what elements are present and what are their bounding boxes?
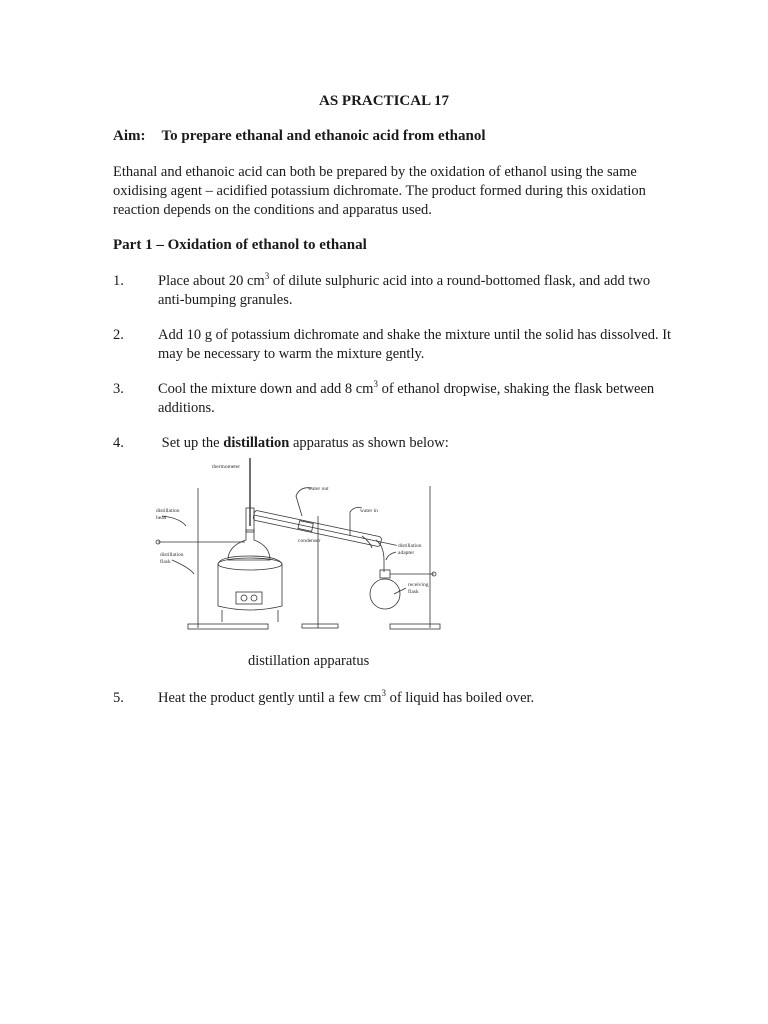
step-text (158, 272, 673, 310)
step-2 (113, 326, 673, 364)
step-number: 3. (113, 381, 124, 397)
label-distillation-head-line2: head (156, 515, 167, 521)
step-number: 4. (113, 435, 124, 451)
superscript: 3 (264, 271, 270, 281)
step-5 (113, 689, 673, 708)
step-1 (113, 272, 673, 310)
step-text-part: of liquid has boiled over. (385, 690, 535, 706)
step-text (158, 380, 673, 418)
label-receiving-flask-line2: flask (408, 589, 419, 595)
step-number: 1. (113, 273, 124, 289)
page-title: AS PRACTICAL 17 (318, 93, 450, 109)
aim-text: To prepare ethanal and ethanoic acid from ethanol (161, 128, 486, 144)
step-text-part: Cool the mixture down and add 8 cm (158, 381, 374, 397)
intro-paragraph: Ethanal and ethanoic acid can both be prepared by the oxidation of ethanol using the same oxidising agent – acidified potassium dichromate. The product formed during this oxidation reaction depends on the conditions and apparatus used. (113, 164, 646, 218)
label-water-in: water in (360, 508, 378, 514)
label-distillation-flask-line1: distillation (160, 552, 184, 558)
step-number: 2. (113, 327, 124, 343)
step-number: 5. (113, 690, 124, 706)
superscript: 3 (381, 688, 386, 698)
step-text-part: Set up the (158, 435, 224, 451)
step-text-part: of ethanol dropwise, shaking the flask between additions. (158, 381, 655, 416)
bold-term: distillation (223, 435, 290, 451)
step-text-part: of dilute sulphuric acid into a round-bottomed flask, and add two anti-bumping granules. (158, 273, 651, 308)
label-distillation-flask-line2: flask (160, 559, 171, 565)
superscript: 3 (373, 379, 378, 389)
aim-line (113, 128, 486, 145)
step-text-part: Heat the product gently until a few cm (158, 690, 382, 706)
label-thermometer: thermometer (212, 464, 241, 470)
aim-label: Aim: (113, 128, 146, 144)
label-condenser: condenser (298, 538, 321, 544)
step-4 (113, 434, 673, 453)
step-text (158, 434, 673, 453)
step-text-part: Place about 20 cm (158, 273, 265, 289)
step-text-part: apparatus as shown below: (289, 435, 449, 451)
label-distillation-adapter-line2: adapter (398, 550, 415, 556)
label-receiving-flask-line1: receiving (408, 582, 429, 588)
step-text: Add 10 g of potassium dichromate and shake the mixture until the solid has dissolved. It may be necessary to warm the mixture gently. (158, 327, 672, 362)
part1-heading: Part 1 – Oxidation of ethanol to ethanal (113, 237, 367, 253)
label-distillation-head-line1: distillation (156, 508, 180, 514)
label-water-out: water out (308, 486, 329, 492)
distillation-apparatus-diagram (150, 456, 450, 642)
step-text (158, 689, 673, 708)
label-distillation-adapter-line1: distillation (398, 543, 422, 549)
step-3 (113, 380, 673, 418)
diagram-caption: distillation apparatus (248, 653, 370, 669)
